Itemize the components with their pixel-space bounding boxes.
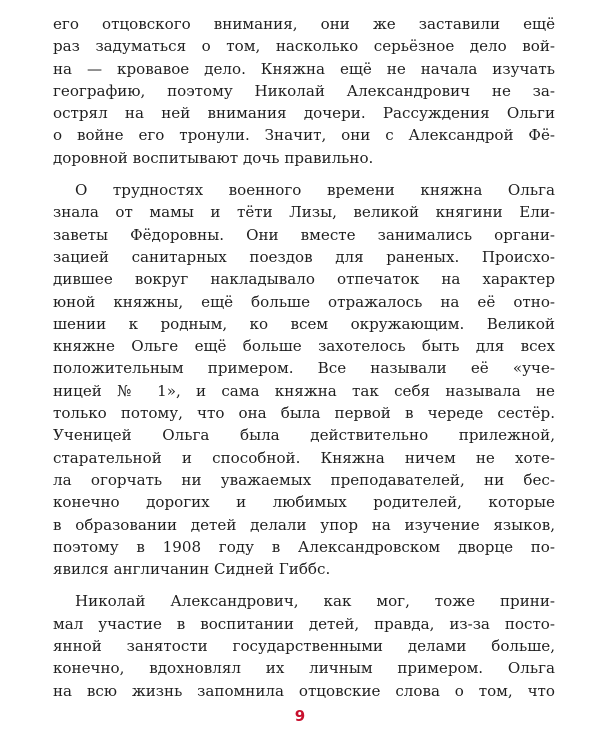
text-line: явился англичанин Сидней Гиббс.: [53, 560, 331, 579]
text-line: дившее вокруг накладывало отпечаток на характер: [53, 270, 555, 289]
paragraph-gap: [53, 580, 555, 590]
text-line: заветы Фёдоровны. Они вместе занимались органи-: [53, 225, 555, 244]
text-line: О трудностях военного времени княжна Ольга: [75, 181, 555, 200]
text-line: конечно дорогих и любимых родителей, которые: [53, 493, 555, 512]
text-line: зацией санитарных поездов для раненых. Происхо-: [53, 247, 555, 266]
book-page: [53, 13, 555, 702]
page-number: 9: [294, 707, 306, 725]
text-line: на всю жизнь запомнила отцовские слова о том, что: [53, 681, 555, 700]
text-line: острял на ней внимания дочери. Рассуждения Ольги: [53, 104, 555, 123]
paragraph-3: [53, 590, 555, 701]
text-line: Ученицей Ольга была действительно прилежной,: [53, 426, 555, 445]
text-line: старательной и способной. Княжна ничем не хоте-: [53, 448, 555, 467]
text-line: знала от мамы и тёти Лизы, великой княгини Ели-: [53, 203, 555, 222]
text-line: янной занятости государственными делами больше,: [53, 637, 555, 656]
text-line: о войне его тронули. Значит, они с Александрой Фё-: [53, 126, 555, 145]
text-line: в образовании детей делали упор на изучение языков,: [53, 515, 555, 534]
text-line: ла огорчать ни уважаемых преподавателей, ни бес-: [53, 470, 555, 489]
text-line: конечно, вдохновлял их личным примером. Ольга: [53, 659, 555, 678]
text-line: шении к родным, ко всем окружающим. Великой: [53, 314, 555, 333]
text-line: княжне Ольге ещё больше захотелось быть для всех: [53, 337, 555, 356]
paragraph-1: [53, 13, 555, 169]
text-line: доровной воспитывают дочь правильно.: [53, 148, 374, 167]
paragraph-2: [53, 179, 555, 580]
text-line: юной княжны, ещё больше отражалось на её отно-: [53, 292, 555, 311]
text-line: его отцовского внимания, они же заставили ещё: [53, 15, 555, 33]
text-line: поэтому в 1908 году в Александровском дворце по-: [53, 537, 555, 556]
text-line: только потому, что она была первой в череде сестёр.: [53, 404, 555, 423]
text-line: Николай Александрович, как мог, тоже прини-: [75, 592, 555, 611]
text-line: положительным примером. Все называли её «уче-: [53, 359, 555, 378]
text-line: ницей № 1», и сама княжна так себя называла не: [53, 381, 555, 400]
text-line: на — кровавое дело. Княжна ещё не начала изучать: [53, 59, 555, 78]
text-line: географию, поэтому Николай Александрович не за-: [53, 81, 555, 100]
text-line: раз задуматься о том, насколько серьёзное дело вой-: [53, 37, 555, 56]
text-line: мал участие в воспитании детей, правда, из-за посто-: [53, 614, 555, 633]
paragraph-gap: [53, 169, 555, 179]
